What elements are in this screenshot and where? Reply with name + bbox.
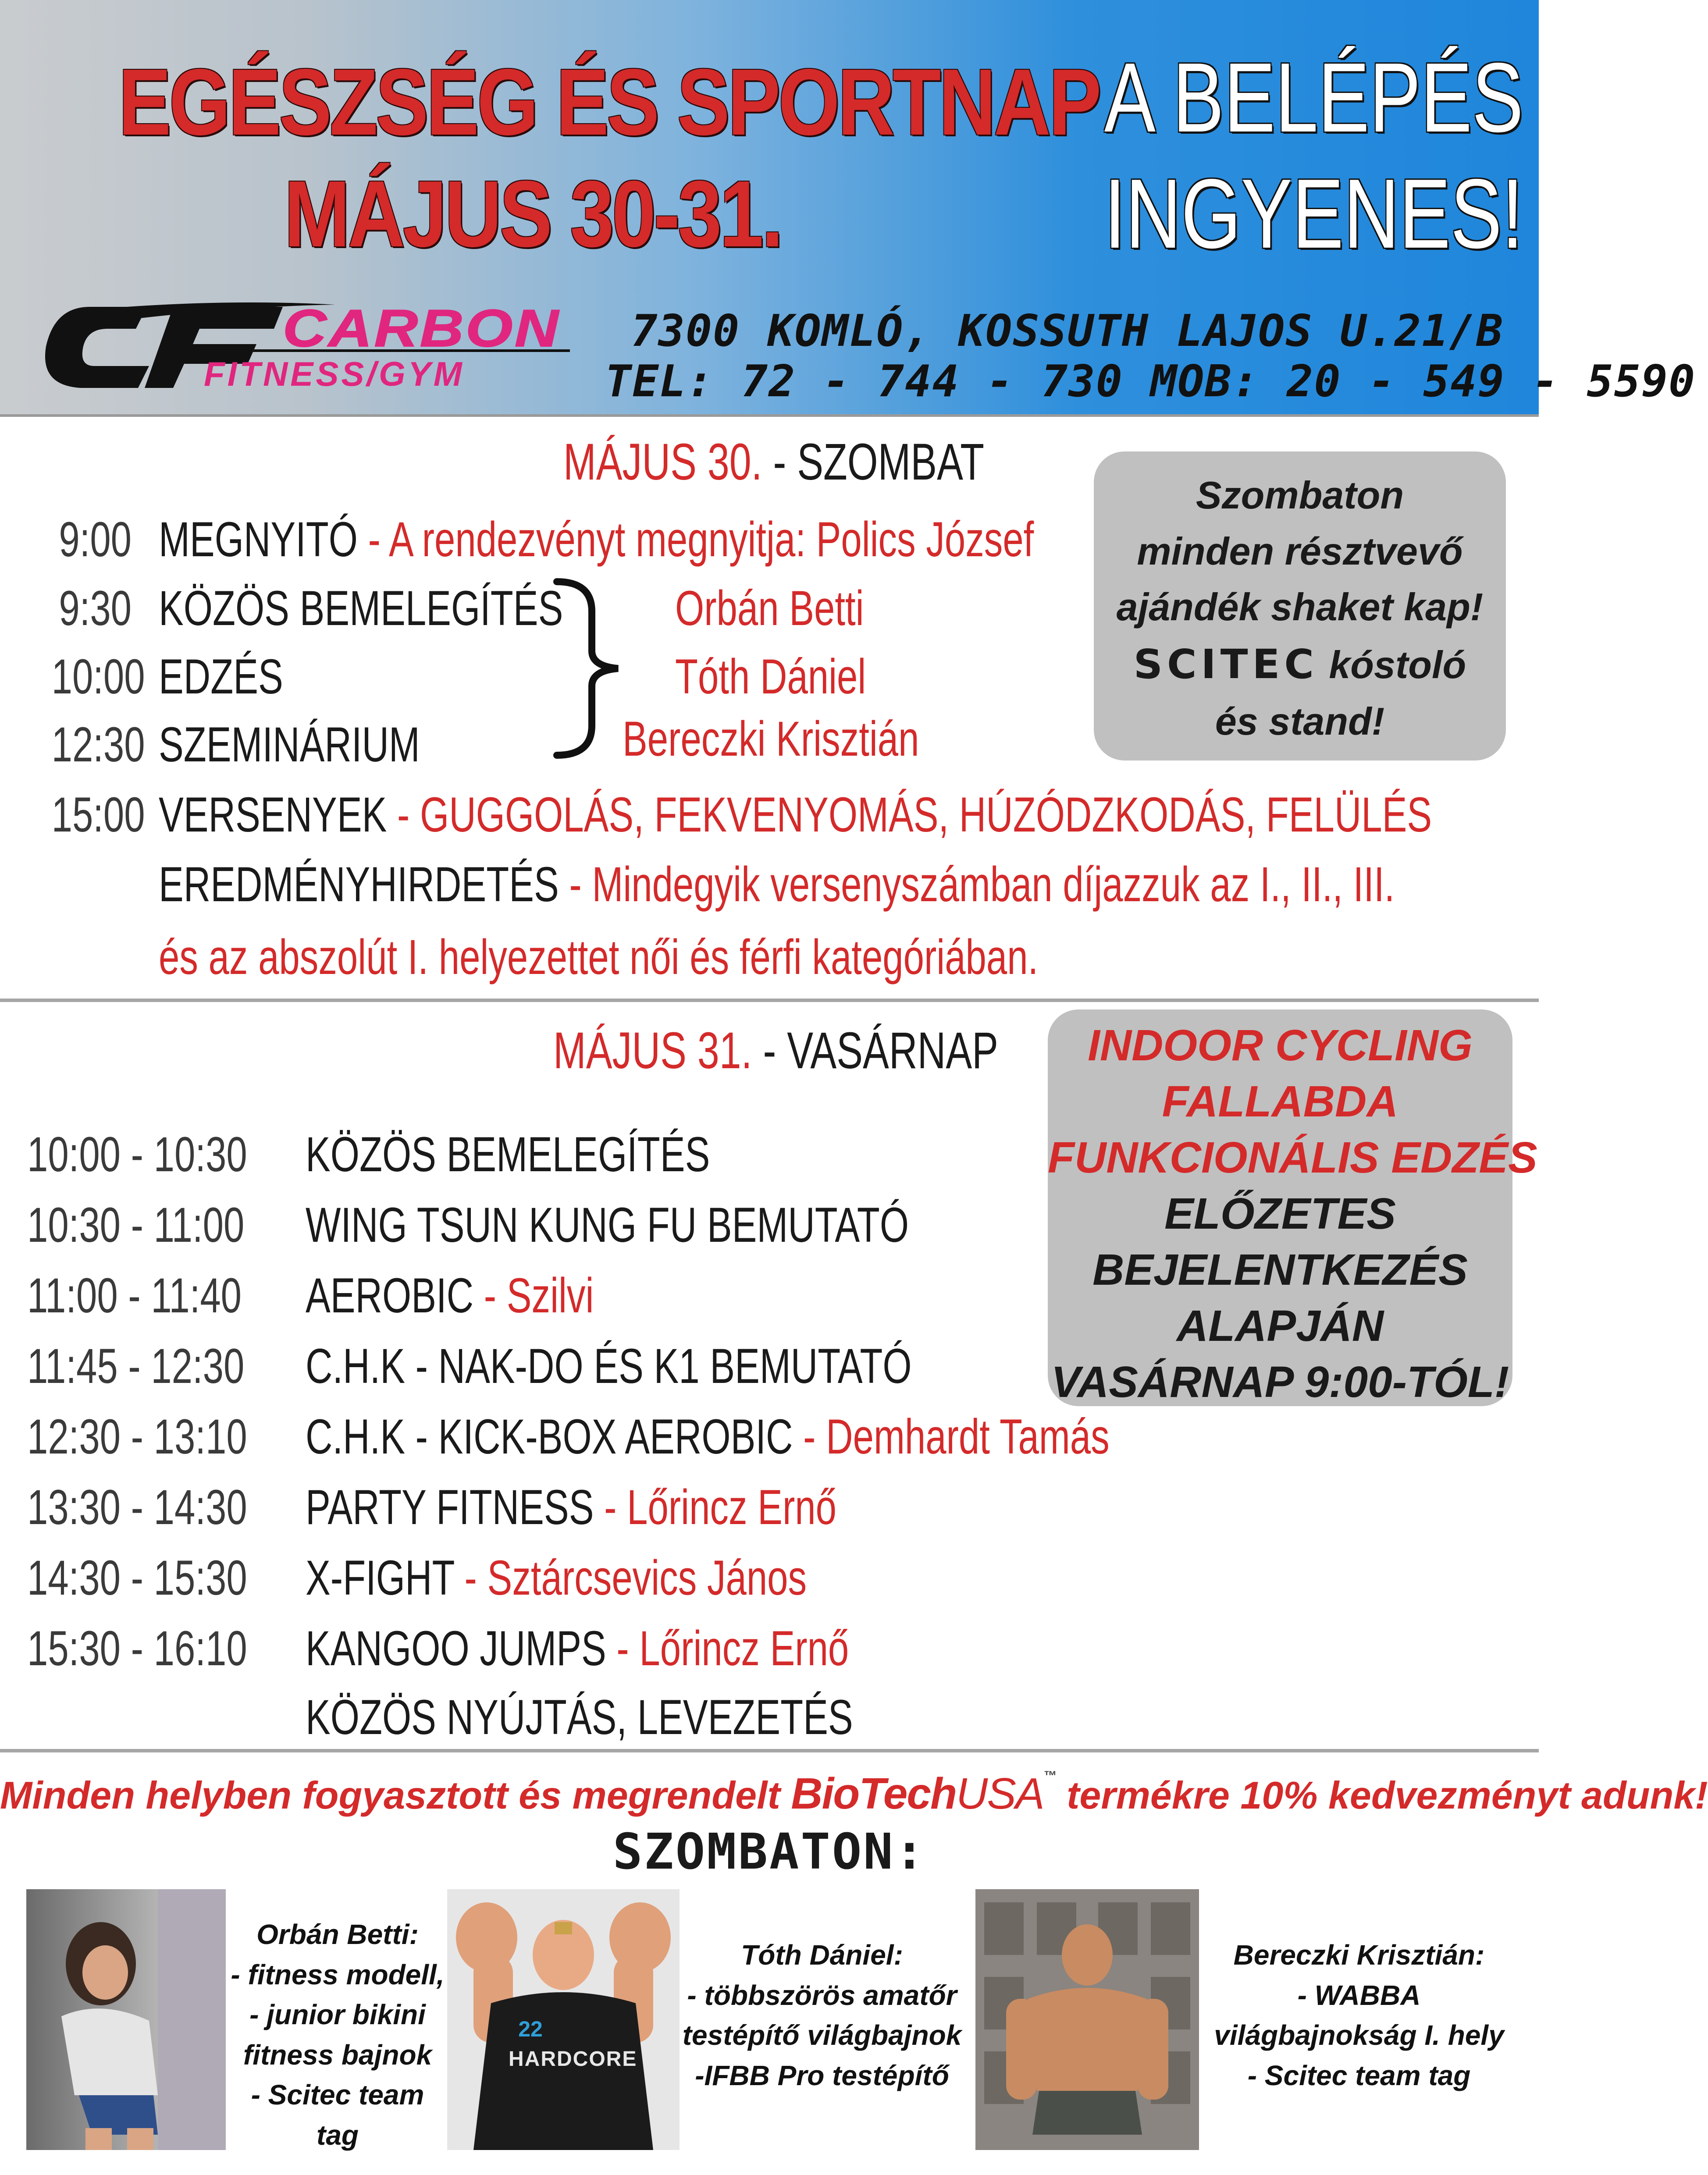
- scitec-line: [1094, 635, 1506, 693]
- activity-line: INDOOR CYCLING: [1088, 1021, 1473, 1070]
- guest-photo-bereczki-krisztian: [975, 1889, 1199, 2150]
- biotech-logo: [791, 1769, 1056, 1818]
- carbon-fitness-logo: [37, 298, 594, 399]
- schedule-time: 11:00 - 11:40: [27, 1268, 242, 1323]
- entry-line-1: A BELÉPÉS: [1104, 42, 1523, 153]
- schedule-time: 12:30 - 13:10: [27, 1409, 247, 1464]
- event-name: EDZÉS: [159, 649, 283, 704]
- activity-line: FALLABDA: [1162, 1077, 1398, 1126]
- event-name: X-FIGHT: [306, 1550, 454, 1605]
- caption-line: - Scitec team tag: [1247, 2059, 1471, 2091]
- sunday-info-box: [1048, 1009, 1537, 1407]
- promo-text: Minden helyben fogyasztott és megrendelt: [0, 1773, 791, 1817]
- schedule-event: [306, 1127, 710, 1182]
- info-line: kóstoló: [1329, 643, 1466, 686]
- event-detail: - Lőrincz Ernő: [606, 1621, 849, 1676]
- gym-phone: TEL: 72 - 744 - 730 MOB: 20 - 549 - 5590: [605, 355, 1696, 407]
- promo-text: termékre 10% kedvezményt adunk!: [1056, 1773, 1708, 1817]
- event-name: VERSENYEK: [159, 787, 387, 842]
- schedule-time: 12:30: [51, 717, 145, 772]
- schedule-time: 11:45 - 12:30: [27, 1339, 245, 1393]
- shirt-text: HARDCORE: [509, 2047, 637, 2071]
- trainer-name: Bereczki Krisztián: [623, 711, 919, 766]
- biotech-usa: USA: [956, 1769, 1044, 1818]
- sunday-heading: [553, 1022, 999, 1080]
- schedule-time: 10:30 - 11:00: [27, 1198, 245, 1252]
- logo-carbon-text: CARBON: [283, 299, 561, 358]
- schedule-event: [159, 787, 1432, 842]
- info-line: BEJELENTKEZÉS: [1092, 1245, 1468, 1294]
- event-detail: - A rendezvényt megnyitja: Polics József: [357, 512, 1034, 567]
- schedule-event: [306, 1621, 849, 1676]
- results-event: EREDMÉNYHIRDETÉS: [159, 857, 559, 912]
- saturday-date: MÁJUS 30.: [563, 433, 762, 491]
- saturday-day: - SZOMBAT: [762, 433, 985, 491]
- trainer-brace: [548, 576, 627, 761]
- event-name: AEROBIC: [306, 1268, 474, 1323]
- guest-photo-toth-daniel: [447, 1889, 680, 2150]
- schedule-time: 10:00: [51, 649, 145, 704]
- schedule-time: 9:00: [59, 512, 132, 567]
- caption-line: - WABBA: [1297, 1979, 1421, 2011]
- caption-line: - junior bikini: [249, 1999, 426, 2031]
- caption-line: -IFBB Pro testépítő: [695, 2059, 949, 2091]
- schedule-event: [159, 512, 1034, 567]
- event-name: SZEMINÁRIUM: [159, 717, 420, 772]
- event-detail: - Szilvi: [473, 1268, 594, 1323]
- info-line: VASÁRNAP 9:00-TÓL!: [1051, 1358, 1509, 1407]
- event-name: PARTY FITNESS: [306, 1480, 594, 1535]
- caption-line: Orbán Betti:: [256, 1919, 419, 1950]
- schedule-event: [306, 1480, 836, 1535]
- schedule-time: 14:30 - 15:30: [27, 1550, 247, 1605]
- biotech-brand: BioTech: [791, 1769, 957, 1818]
- info-line: ajándék shaket kap!: [1116, 585, 1484, 629]
- event-name: C.H.K - NAK-DO ÉS K1 BEMUTATÓ: [306, 1339, 912, 1393]
- trainer-name: Orbán Betti: [675, 581, 864, 636]
- schedule-event: [306, 1550, 807, 1605]
- schedule-event: [306, 1268, 594, 1323]
- trademark: ™: [1043, 1769, 1056, 1783]
- schedule-event: [306, 1409, 1110, 1464]
- curly-brace-icon: [548, 576, 627, 761]
- trainer-name: Tóth Dániel: [675, 649, 866, 704]
- results-detail-2: és az abszolút I. helyezettet női és férfi kategóriában.: [159, 930, 1039, 984]
- schedule-event: [159, 649, 283, 704]
- sunday-closing: KÖZÖS NYÚJTÁS, LEVEZETÉS: [306, 1690, 853, 1745]
- info-line: és stand!: [1215, 700, 1385, 743]
- event-name: WING TSUN KUNG FU BEMUTATÓ: [306, 1198, 909, 1252]
- discount-promo: [0, 1769, 1708, 1819]
- scitec-logo: SCITEC: [1133, 640, 1318, 688]
- schedule-time: 10:00 - 10:30: [27, 1127, 247, 1182]
- info-line: ELŐZETES: [1164, 1189, 1396, 1238]
- event-name: KÖZÖS BEMELEGÍTÉS: [159, 581, 563, 636]
- portrait-icon: [447, 1889, 680, 2150]
- event-name: MEGNYITÓ: [159, 512, 358, 567]
- caption-line: Tóth Dániel:: [741, 1939, 903, 1971]
- sunday-day: - VASÁRNAP: [752, 1022, 999, 1080]
- caption-line: - többszörös amatőr: [687, 1979, 957, 2011]
- schedule-event: [306, 1339, 912, 1393]
- event-name: C.H.K - KICK-BOX AEROBIC: [306, 1409, 793, 1464]
- event-name: KÖZÖS BEMELEGÍTÉS: [306, 1127, 710, 1182]
- sunday-date: MÁJUS 31.: [553, 1022, 752, 1080]
- saturday-info-box: [1094, 451, 1506, 761]
- caption-line: világbajnokság I. hely: [1214, 2019, 1504, 2051]
- activity-line: FUNKCIONÁLIS EDZÉS: [1048, 1133, 1537, 1182]
- event-detail: - GUGGOLÁS, FEKVENYOMÁS, HÚZÓDZKODÁS, FELÜLÉS: [387, 787, 1432, 842]
- schedule-time: 9:30: [59, 581, 132, 636]
- info-line: minden résztvevő: [1137, 529, 1463, 573]
- saturday-guests-heading: SZOMBATON:: [612, 1823, 926, 1880]
- info-line: ALAPJÁN: [1176, 1301, 1384, 1350]
- schedule-event: [306, 1198, 909, 1252]
- section-divider: [0, 999, 1539, 1002]
- event-detail: - Sztárcsevics János: [454, 1550, 807, 1605]
- event-dates: MÁJUS 30-31.: [284, 161, 781, 267]
- guest-caption-1: [228, 1915, 447, 2155]
- schedule-time: 15:00: [51, 787, 145, 842]
- caption-line: - Scitec team tag: [251, 2079, 424, 2151]
- schedule-time: 13:30 - 14:30: [27, 1480, 247, 1535]
- results-row: [159, 857, 1395, 912]
- shirt-number: 22: [518, 2017, 543, 2041]
- schedule-event: [159, 717, 420, 772]
- schedule-time: 15:30 - 16:10: [27, 1621, 247, 1676]
- event-detail: - Demhardt Tamás: [793, 1409, 1110, 1464]
- info-line: Szombaton: [1196, 473, 1404, 517]
- gym-address: 7300 KOMLÓ, KOSSUTH LAJOS U.21/B: [631, 305, 1504, 356]
- portrait-icon: [26, 1889, 226, 2150]
- logo-fitness-text: FITNESS/GYM: [204, 355, 465, 393]
- caption-line: Bereczki Krisztián:: [1233, 1939, 1485, 1971]
- results-detail: - Mindegyik versenyszámban díjazzuk az I., II., III.: [559, 857, 1395, 912]
- event-detail: - Lőrincz Ernő: [594, 1480, 836, 1535]
- caption-line: testépítő világbajnok: [682, 2019, 962, 2051]
- event-name: KANGOO JUMPS: [306, 1621, 606, 1676]
- caption-line: - fitness modell,: [231, 1958, 445, 1990]
- event-title: EGÉSZSÉG ÉS SPORTNAP: [118, 49, 1100, 155]
- entry-line-2: INGYENES!: [1104, 158, 1523, 269]
- portrait-icon: [975, 1889, 1199, 2150]
- guest-caption-2: [682, 1935, 962, 2096]
- guest-caption-3: [1201, 1935, 1517, 2096]
- guest-photo-orban-betti: [26, 1889, 226, 2150]
- schedule-event: [159, 581, 563, 636]
- saturday-heading: [563, 433, 985, 491]
- caption-line: fitness bajnok: [243, 2039, 432, 2071]
- section-divider: [0, 1749, 1539, 1752]
